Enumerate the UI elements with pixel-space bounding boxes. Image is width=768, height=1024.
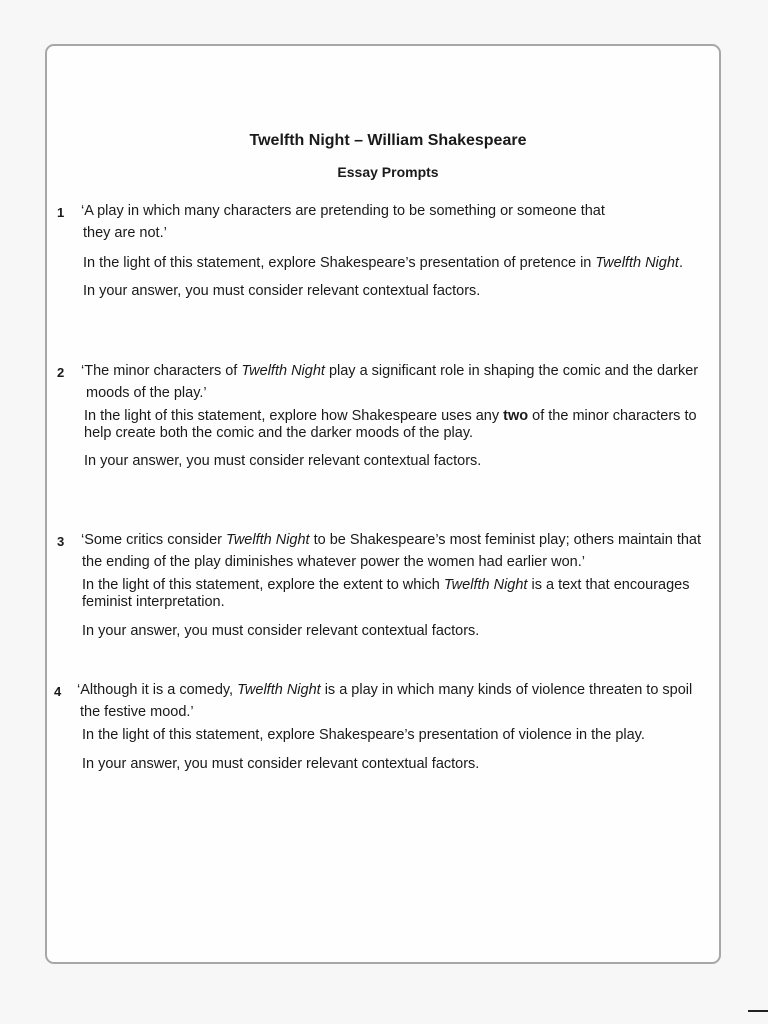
question-3-quote-text: ‘Some critics consider <box>81 532 227 548</box>
document-title: Twelfth Night – William Shakespeare <box>249 132 527 149</box>
question-2-quote-text: ‘The minor characters of <box>81 363 242 379</box>
question-2-quote-text-end: play a significant role in shaping the comic and the darker <box>324 363 699 379</box>
question-4-play-title: Twelfth Night <box>237 682 321 698</box>
question-3-number: 3 <box>57 534 65 549</box>
question-2-instruction-end: of the minor characters to help create both the comic and the darker moods of the play. <box>84 408 697 441</box>
question-4-quote-line2: the festive mood.’ <box>80 704 194 720</box>
footer-rule <box>748 1010 768 1012</box>
question-2-quote-line2: moods of the play.’ <box>86 385 207 401</box>
question-1-instruction <box>83 255 683 271</box>
page-border <box>45 44 721 964</box>
question-4-quote-line1 <box>77 682 692 698</box>
question-3-quote-line1 <box>81 532 701 548</box>
question-4-number: 4 <box>54 684 62 699</box>
question-3-instruction-play-title: Twelfth Night <box>443 577 528 593</box>
question-2-instruction-text: In the light of this statement, explore how Shakespeare uses any <box>84 408 504 424</box>
question-1-instruction-text: In the light of this statement, explore Shakespeare’s presentation of pretence in <box>83 255 596 271</box>
question-2-instruction-emphasis: two <box>503 408 529 424</box>
question-1-play-title: Twelfth Night <box>595 255 679 271</box>
question-3-instruction-end: is a text that encourages feminist interpretation. <box>82 577 690 610</box>
question-4-context: In your answer, you must consider relevant contextual factors. <box>82 756 480 772</box>
question-2-quote-line1 <box>81 363 698 379</box>
question-3-instruction-text: In the light of this statement, explore the extent to which <box>82 577 444 593</box>
question-1-quote-line2: they are not.’ <box>83 225 167 241</box>
question-1-number: 1 <box>57 205 65 220</box>
question-3-context: In your answer, you must consider relevant contextual factors. <box>82 623 480 639</box>
question-2-context: In your answer, you must consider relevant contextual factors. <box>84 453 482 469</box>
question-1-instruction-end: . <box>678 255 683 271</box>
question-1-quote-line1: ‘A play in which many characters are pretending to be something or someone that <box>81 203 605 219</box>
question-3-quote-text-end: to be Shakespeare’s most feminist play; others maintain that <box>309 532 702 548</box>
question-2-number: 2 <box>57 365 65 380</box>
question-3-quote-line2: the ending of the play diminishes whatever power the women had earlier won.’ <box>82 554 585 570</box>
question-4-instruction: In the light of this statement, explore Shakespeare’s presentation of violence in the play. <box>82 727 645 743</box>
question-3-play-title: Twelfth Night <box>226 532 310 548</box>
question-4-quote-text-end: is a play in which many kinds of violence threaten to spoil <box>320 682 693 698</box>
question-3-instruction <box>82 577 710 611</box>
question-4-quote-text: ‘Although it is a comedy, <box>77 682 238 698</box>
question-2-instruction <box>84 408 712 442</box>
document-subtitle: Essay Prompts <box>337 164 439 180</box>
question-2-play-title: Twelfth Night <box>241 363 325 379</box>
question-1-context: In your answer, you must consider relevant contextual factors. <box>83 283 481 299</box>
